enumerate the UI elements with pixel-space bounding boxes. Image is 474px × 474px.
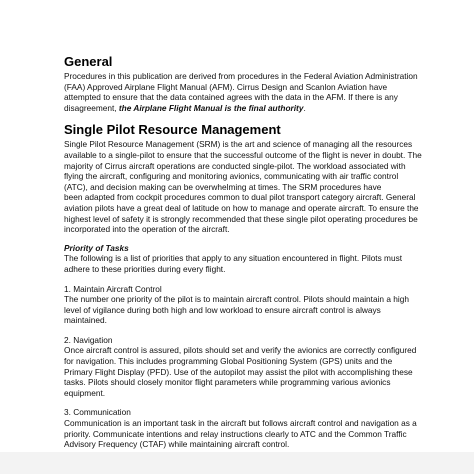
general-end: . [303, 102, 306, 113]
srm-paragraph: Single Pilot Resource Management (SRM) is the art and science of managing all the resources available to a single-pilot to ensure that the successful outcome of the flight is never in doubt. The majority of Cirrus aircraft operations are conducted single-pilot. The workload associated with flying the aircraft, configuring and monitoring avionics, communicating with air traffic control (ATC), and decision making can be overwhelming at times. The SRM procedures have been adapted from cockpit procedures common to dual pilot transport category aircraft. General aviation pilots have a great deal of latitude on how to manage and operate aircraft. To ensure the highest level of safety it is strongly recommended that these single pilot operating procedures be incorporated into the operation of the aircraft. [64, 139, 422, 235]
general-paragraph [64, 71, 424, 113]
priority-heading: Priority of Tasks [64, 242, 129, 253]
task-1-body: The number one priority of the pilot is to maintain aircraft control. Pilots should maintain a high level of vigilance during both high and low workload to ensure aircraft control is always maintained. [64, 294, 409, 326]
page-footer-band [0, 452, 474, 474]
general-heading: General [64, 54, 113, 69]
general-emphasis: the Airplane Flight Manual is the final authority [118, 102, 304, 113]
task-1-title: 1. Maintain Aircraft Control [64, 283, 162, 294]
task-2-body: Once aircraft control is assured, pilots should set and verify the avionics are correctly configured for navigation. This includes programming Global Positioning System (GPS) units and the Primary Flight Display (PFD). Use of the autopilot may assist the pilot with accomplishing these tasks. Pilots should closely monitor flight parameters while programming various avionics equipment. [64, 345, 417, 398]
task-2-title: 2. Navigation [64, 334, 113, 345]
document-page [64, 54, 424, 450]
priority-intro: The following is a list of priorities that apply to any situation encountered in flight. Pilots must adhere to these priorities during every flight. [64, 253, 403, 274]
task-3-title: 3. Communication [64, 407, 131, 418]
general-body: Procedures in this publication are derived from procedures in the Federal Aviation Administration (FAA) Approved Airplane Flight Manual (AFM). Cirrus Design and Scanlon Aviation have attempted to ensure that the data contained agrees with the data in the AFM. If there is any disagreement, [64, 71, 418, 113]
srm-heading: Single Pilot Resource Management [64, 122, 281, 138]
task-3-body: Communication is an important task in the aircraft but follows aircraft control and navigation as a priority. Communicate intentions and relay instructions clearly to ATC and the Common Traffic Advisory Frequency (CTAF) while maintaining aircraft control. [64, 418, 417, 450]
